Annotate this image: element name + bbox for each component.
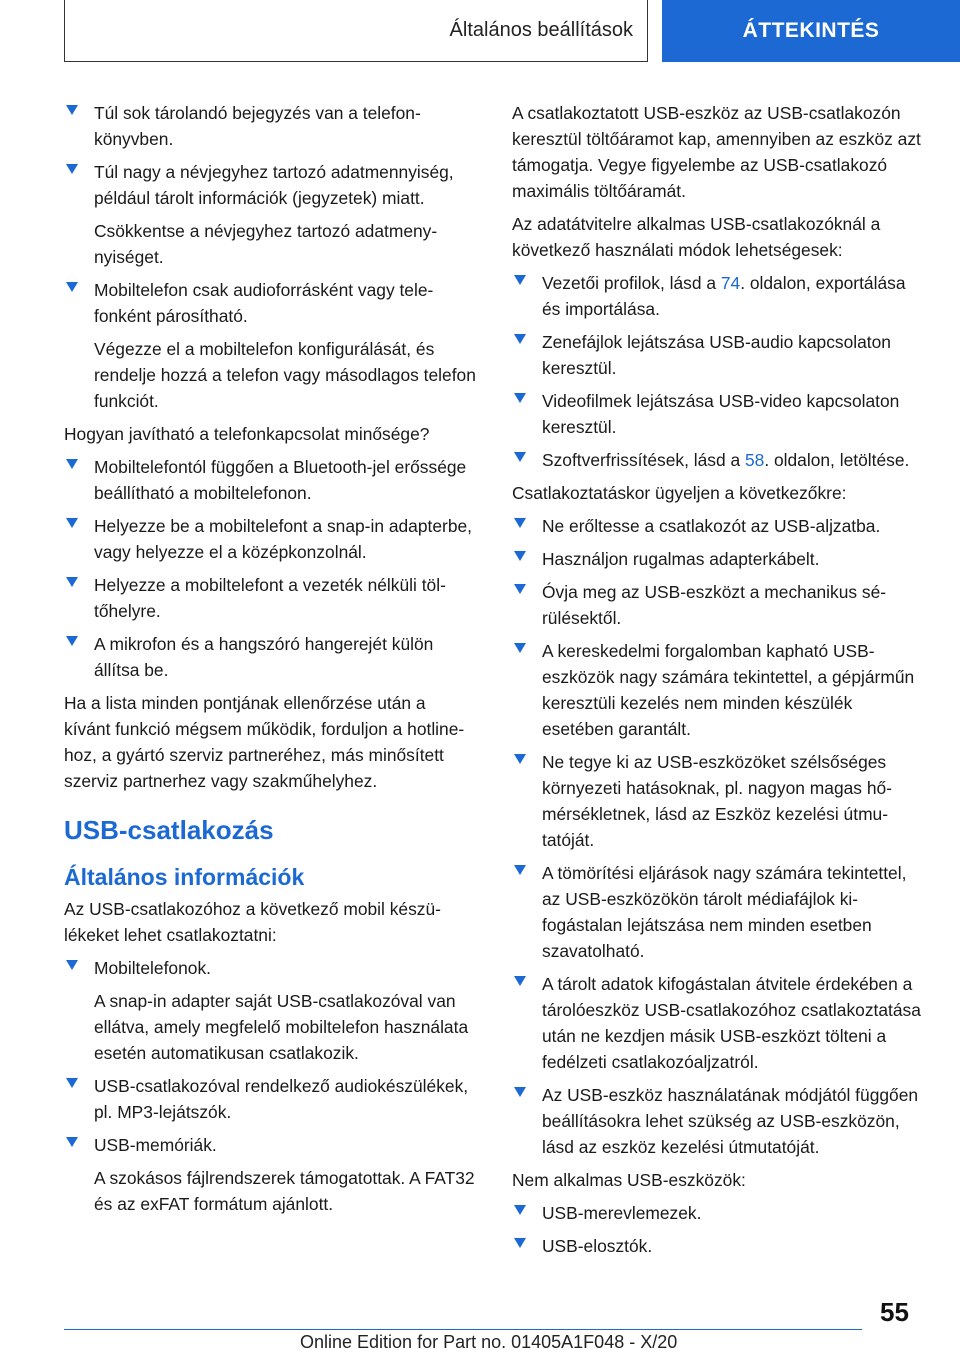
paragraph: Hogyan javítható a telefonkapcsolat minősége? <box>64 424 430 444</box>
header-chapter-text: ÁTTEKINTÉS <box>742 19 880 42</box>
bullet-triangle-icon <box>514 584 526 594</box>
list-item-text: Helyezze a mobiltelefont a vezeték nélküli töltőhelyre. <box>94 575 446 621</box>
list-item <box>512 546 926 572</box>
bullet-triangle-icon <box>66 518 78 528</box>
list-item-text: Mobiltelefonok. <box>94 958 211 978</box>
paragraph: A csatlakoztatott USB-eszköz az USB-csatlakozón keresztül töltőáramot kap, amennyiben az eszköz azt támogatja. Vegye figyelembe az USB-csatlakozó maximális töltőáramát. <box>512 103 921 201</box>
list-item-text: Zenefájlok lejátszása USB-audio kapcsolaton keresztül. <box>542 332 891 378</box>
list-item-text: Videofilmek lejátszása USB-video kapcsolaton keresztül. <box>542 391 900 437</box>
list-item-text: Túl sok tárolandó bejegyzés van a telefonkönyvben. <box>94 103 421 149</box>
list-item-text: A tárolt adatok kifogástalan átvitele érdekében a tárolóeszköz USB-csatlakozóhoz csatlakoztatása után ne kezdjen másik USB-eszközt tölteni a fedélzeti csatlakozóaljzatról. <box>542 974 921 1072</box>
bullet-triangle-icon <box>514 518 526 528</box>
list-item <box>64 955 476 981</box>
bullet-triangle-icon <box>66 960 78 970</box>
bullet-triangle-icon <box>66 577 78 587</box>
bullet-triangle-icon <box>66 636 78 646</box>
list-item <box>512 513 926 539</box>
bullet-triangle-icon <box>514 754 526 764</box>
paragraph: Csatlakoztatáskor ügyeljen a következőkre: <box>512 483 847 503</box>
list-item-text: Helyezze be a mobiltelefont a snap-in adapterbe, vagy helyezze el a középkonzolnál. <box>94 516 473 562</box>
list-item-text: Szoftverfrissítések, lásd a <box>542 450 745 470</box>
bullet-triangle-icon <box>514 1087 526 1097</box>
bullet-triangle-icon <box>514 1205 526 1215</box>
header-chapter-tab[interactable] <box>662 0 960 62</box>
page-number: 55 <box>880 1297 909 1327</box>
paragraph: Ha a lista minden pontjának ellenőrzése után a kívánt funkció mégsem működik, forduljon a hotline-hoz, a gyártó szerviz partneréhez, más minősített szerviz partnerhez vagy szakműhelyhez. <box>64 693 465 791</box>
list-item-detail: A snap-in adapter saját USB-csatlakozóval van ellátva, amely megfelelő mobiltelefon használata esetén automatikusan csatlakozik. <box>94 991 469 1063</box>
list-item-text: Túl nagy a névjegyhez tartozó adatmennyiség, például tárolt információk (jegyzetek) miatt. <box>94 162 454 208</box>
bullet-triangle-icon <box>514 452 526 462</box>
list-item-text: Ne erőltesse a csatlakozót az USB-aljzatba. <box>542 516 881 536</box>
right-column <box>512 100 926 1266</box>
list-item-text: . oldalon, letöltése. <box>764 450 910 470</box>
bullet-triangle-icon <box>514 976 526 986</box>
list-item-text: USB-elosztók. <box>542 1236 653 1256</box>
bullet-triangle-icon <box>514 393 526 403</box>
list-item-text: USB-merevlemezek. <box>542 1203 702 1223</box>
list-item <box>64 631 476 683</box>
bullet-triangle-icon <box>66 105 78 115</box>
page-link-74[interactable]: 74 <box>720 273 741 293</box>
bullet-triangle-icon <box>66 164 78 174</box>
section-heading: USB-csatlakozás <box>64 815 274 845</box>
list-item <box>64 1073 476 1125</box>
list-item <box>512 388 926 440</box>
bullet-triangle-icon <box>514 275 526 285</box>
list-item-text: USB-csatlakozóval rendelkező audiokészülékek, pl. MP3-lejátszók. <box>94 1076 469 1122</box>
list-item <box>64 1132 476 1158</box>
list-item-detail: A szokásos fájlrendszerek támogatottak. A FAT32 és az exFAT formátum ajánlott. <box>94 1168 475 1214</box>
list-item-text: Vezetői profilok, lásd a <box>542 273 721 293</box>
list-item <box>64 159 476 211</box>
paragraph: Az USB-csatlakozóhoz a következő mobil készülékeket lehet csatlakoztatni: <box>64 899 441 945</box>
list-item-text: Mobiltelefon csak audioforrásként vagy telefonként párosítható. <box>94 280 434 326</box>
list-item <box>512 447 926 473</box>
bullet-triangle-icon <box>514 334 526 344</box>
list-item <box>512 638 926 742</box>
bullet-triangle-icon <box>66 1078 78 1088</box>
list-item <box>512 1200 926 1226</box>
list-item <box>512 329 926 381</box>
list-item-text: Az USB-eszköz használatának módjától függően beállításokra lehet szükség az USB-eszközön, lásd az eszköz kezelési útmutatóját. <box>542 1085 919 1157</box>
bullet-triangle-icon <box>514 643 526 653</box>
bullet-triangle-icon <box>66 1137 78 1147</box>
page-link-58[interactable]: 58 <box>744 450 765 470</box>
list-item-text: Használjon rugalmas adapterkábelt. <box>542 549 820 569</box>
list-item-text: Mobiltelefontól függően a Bluetooth-jel erőssége beállítható a mobiltelefonon. <box>94 457 467 503</box>
list-item-text: Ne tegye ki az USB-eszközöket szélsőséges környezeti hatásoknak, pl. nagyon magas hőmérsékletnek, lásd az Eszköz kezelési útmutatóját. <box>542 752 892 850</box>
list-item <box>64 277 476 329</box>
paragraph: Az adatátvitelre alkalmas USB-csatlakozóknál a következő használati módok lehetségesek: <box>512 214 881 260</box>
bullet-triangle-icon <box>514 865 526 875</box>
list-item-detail: Csökkentse a névjegyhez tartozó adatmenynyiséget. <box>94 221 438 267</box>
list-item <box>512 860 926 964</box>
list-item-text: USB-memóriák. <box>94 1135 217 1155</box>
list-item <box>512 749 926 853</box>
list-item <box>512 1082 926 1160</box>
list-item-text: A kereskedelmi forgalomban kapható USB-eszközök nagy számára tekintettel, a gépjárműn keresztüli kezelés nem minden készülék esetében garantált. <box>542 641 915 739</box>
list-item-text: Óvja meg az USB-eszközt a mechanikus sérülésektől. <box>542 582 887 628</box>
bullet-triangle-icon <box>66 459 78 469</box>
header-section-text: Általános beállítások <box>449 19 633 41</box>
list-item <box>512 1233 926 1259</box>
list-item <box>512 971 926 1075</box>
list-item <box>512 270 926 322</box>
header-section-title <box>64 0 648 62</box>
list-item <box>64 454 476 506</box>
bullet-triangle-icon <box>66 282 78 292</box>
subsection-heading: Általános információk <box>64 864 305 890</box>
footer-edition: Online Edition for Part no. 01405A1F048 - X/20 <box>300 1332 678 1352</box>
bullet-triangle-icon <box>514 1238 526 1248</box>
list-item-text: A mikrofon és a hangszóró hangerejét külön állítsa be. <box>94 634 434 680</box>
list-item <box>64 100 476 152</box>
paragraph: Nem alkalmas USB-eszközök: <box>512 1170 746 1190</box>
list-item <box>512 579 926 631</box>
footer-divider <box>64 1329 862 1330</box>
left-column <box>64 100 476 1224</box>
list-item-detail: Végezze el a mobiltelefon konfigurálását, és rendelje hozzá a telefon vagy másodlagos telefon funkciót. <box>94 339 476 411</box>
list-item-text: A tömörítési eljárások nagy számára tekintettel, az USB-eszközökön tárolt médiafájlok kifogástalan lejátszása nem minden esetben szavatolható. <box>542 863 907 961</box>
list-item <box>64 513 476 565</box>
bullet-triangle-icon <box>514 551 526 561</box>
list-item-text: . oldalon, exportálása és importálása. <box>542 273 906 319</box>
list-item <box>64 572 476 624</box>
